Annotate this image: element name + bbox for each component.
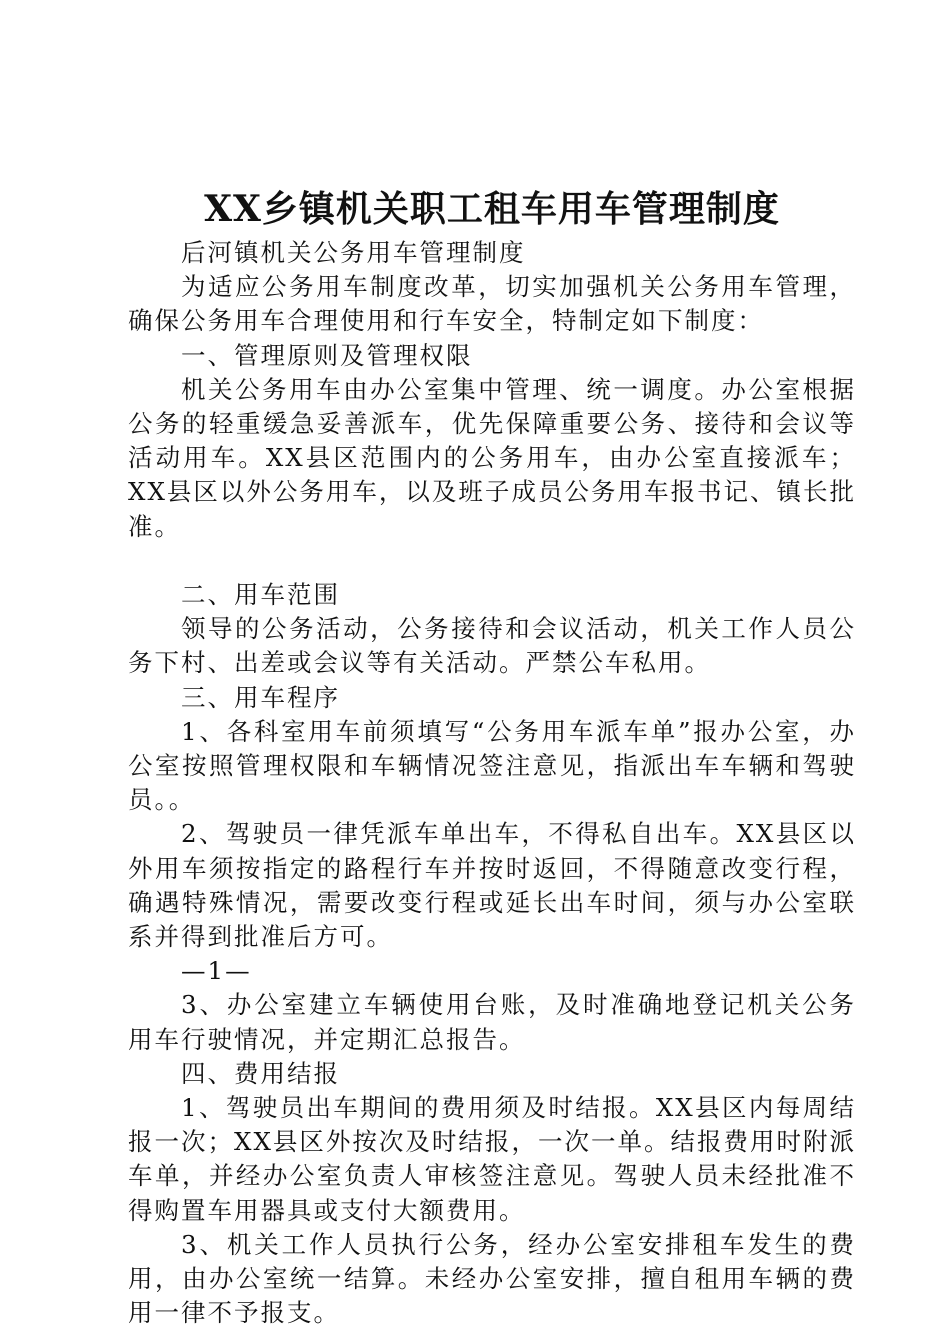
section-heading-1: 一、管理原则及管理权限 [181, 340, 473, 370]
paragraph-subtitle: 后河镇机关公务用车管理制度 [181, 238, 526, 267]
section-heading-4: 四、费用结报 [181, 1058, 340, 1088]
paragraph-intro: 为适应公务用车制度改革，切实加强机关公务用车管理，确保公务用车合理使用和行车安全，特制定如下制度： [128, 272, 856, 336]
paragraph-item-3: 3、办公室建立车辆使用台账，及时准确地登记机关公务用车行驶情况，并定期汇总报告。 [128, 990, 856, 1054]
page-number: —1— [181, 956, 252, 986]
paragraph-item-1: 1、各科室用车前须填写“公务用车派车单”报办公室，办公室按照管理权限和车辆情况签注意见，指派出车车辆和驾驶员。。 [128, 716, 856, 815]
paragraph-expense-1: 1、驾驶员出车期间的费用须及时结报。XX县区内每周结报一次；XX县区外按次及时结报，一次一单。结报费用时附派车单，并经办公室负责人审核签注意见。驾驶人员未经批准不得购置车用器具或支付大额费用。 [128, 1093, 856, 1225]
paragraph-section-1: 机关公务用车由办公室集中管理、统一调度。办公室根据公务的轻重缓急妥善派车，优先保障重要公务、接待和会议等活动用车。XX县区范围内的公务用车，由办公室直接派车；XX县区以外公务用车，以及班子成员公务用车报书记、镇长批准。 [128, 374, 856, 541]
document-body [128, 236, 856, 1330]
paragraph-expense-3: 3、机关工作人员执行公务，经办公室安排租车发生的费用，由办公室统一结算。未经办公室安排，擅自租用车辆的费用一律不予报支。 [128, 1229, 856, 1328]
document-title: XX乡镇机关职工租车用车管理制度 [204, 188, 780, 230]
section-heading-2: 二、用车范围 [181, 580, 340, 610]
section-heading-3: 三、用车程序 [181, 682, 340, 712]
paragraph-item-2: 2、驾驶员一律凭派车单出车，不得私自出车。XX县区以外用车须按指定的路程行车并按时返回，不得随意改变行程，确遇特殊情况，需要改变行程或延长出车时间，须与办公室联系并得到批准后方可。 [128, 819, 856, 952]
blank-line [128, 544, 856, 578]
paragraph-section-2: 领导的公务活动，公务接待和会议活动，机关工作人员公务下村、出差或会议等有关活动。严禁公车私用。 [128, 614, 856, 678]
